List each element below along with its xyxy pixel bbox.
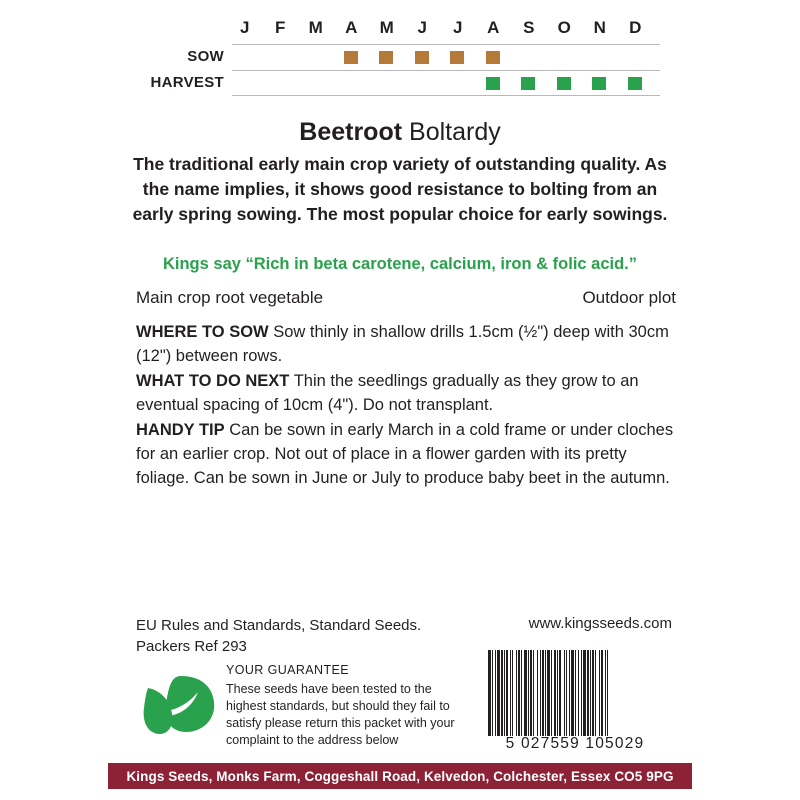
barcode-bar — [575, 650, 576, 736]
month-letter-f-1: F — [275, 18, 286, 37]
product-name: Beetroot — [299, 118, 403, 146]
month-letter-j-5: J — [417, 18, 428, 37]
barcode-bar — [533, 650, 534, 736]
month-letter-a-7: A — [487, 18, 500, 37]
eu-rules-line-1: EU Rules and Standards, Standard Seeds. — [136, 617, 422, 634]
instruction-handy-tip — [136, 418, 676, 490]
company-address-bar: Kings Seeds, Monks Farm, Coggeshall Road, Kelvedon, Colchester, Essex CO5 9PG — [108, 763, 692, 789]
barcode-bar — [559, 650, 561, 736]
sow-row-cells — [232, 44, 660, 70]
barcode-bar — [551, 650, 552, 736]
calendar-cell-sow-A3 — [344, 51, 358, 64]
barcode-bar — [528, 650, 529, 736]
calendar-cell-harvest-A7 — [486, 77, 500, 90]
calendar-cell-sow-A7 — [486, 51, 500, 64]
instruction-body: Can be sown in early March in a cold frame or under cloches for an earlier crop. Not out of place in a flower garden with its pretty foliage. Can be sown in June or July to produce baby beet in the autumn. — [136, 421, 674, 487]
barcode-bar — [501, 650, 503, 736]
barcode-bar — [488, 650, 491, 736]
barcode-bar — [492, 650, 493, 736]
barcode-bar — [497, 650, 500, 736]
calendar-cell-harvest-S8 — [521, 77, 535, 90]
leaf-icon — [140, 668, 218, 738]
calendar-cell-harvest-O9 — [557, 77, 571, 90]
harvest-row-label: HARVEST — [150, 74, 224, 91]
month-header-row — [232, 18, 660, 44]
product-variety: Boltardy — [409, 118, 501, 146]
instruction-where-to-sow — [136, 320, 676, 368]
barcode-bar — [547, 650, 550, 736]
calendar-row-harvest — [136, 70, 660, 96]
sow-row-label: SOW — [187, 48, 224, 65]
barcode-bar — [530, 650, 532, 736]
instruction-body: Thin the seedlings gradually as they grow to an eventual spacing of 10cm (4"). Do not transplant. — [136, 372, 639, 414]
month-letter-m-2: M — [308, 18, 324, 37]
barcode-bar — [495, 650, 496, 736]
barcode-bar — [607, 650, 608, 736]
barcode-bar — [595, 650, 596, 736]
month-letter-n-10: N — [593, 18, 607, 37]
barcode-bar — [566, 650, 567, 736]
crop-type-label: Main crop root vegetable — [136, 288, 324, 307]
barcode-bar — [518, 650, 520, 736]
harvest-row-cells — [232, 70, 660, 96]
calendar-cell-sow-J6 — [450, 51, 464, 64]
barcode-bar — [537, 650, 538, 736]
barcode-bar — [516, 650, 517, 736]
month-letter-j-0: J — [240, 18, 250, 37]
barcode-bar — [583, 650, 586, 736]
instruction-body: Sow thinly in shallow drills 1.5cm (½") deep with 30cm (12") between rows. — [136, 323, 669, 365]
barcode-bar — [601, 650, 603, 736]
sow-harvest-calendar — [136, 18, 660, 96]
calendar-cell-harvest-D11 — [628, 77, 642, 90]
month-letter-d-11: D — [629, 18, 642, 37]
crop-summary — [136, 288, 676, 308]
month-letter-o-9: O — [557, 18, 572, 37]
product-title — [0, 118, 800, 147]
kings-say-note: Kings say “Rich in beta carotene, calcium, iron & folic acid.” — [162, 255, 638, 273]
instruction-heading: HANDY TIP — [136, 421, 225, 439]
barcode-bar — [590, 650, 591, 736]
barcode-digits: 5 027559 105029 — [505, 735, 645, 752]
calendar-cell-sow-J5 — [415, 51, 429, 64]
barcode-bar — [506, 650, 508, 736]
calendar-cell-sow-M4 — [379, 51, 393, 64]
barcode-bar — [581, 650, 582, 736]
barcode-bar — [599, 650, 600, 736]
barcode-bar — [524, 650, 527, 736]
barcode-bar — [521, 650, 522, 736]
instruction-what-to-do-next — [136, 369, 676, 417]
calendar-cell-harvest-N10 — [592, 77, 606, 90]
instruction-heading: WHAT TO DO NEXT — [136, 372, 290, 390]
instruction-heading: WHERE TO SOW — [136, 323, 269, 341]
website-link[interactable]: www.kingsseeds.com — [528, 615, 672, 632]
barcode-bar — [542, 650, 544, 736]
barcode-bar — [504, 650, 505, 736]
month-letter-s-8: S — [523, 18, 535, 37]
growing-instructions — [136, 320, 676, 491]
barcode-bar — [569, 650, 570, 736]
barcode-bar — [545, 650, 546, 736]
barcode — [488, 650, 680, 736]
barcode-bar — [578, 650, 579, 736]
month-letter-j-6: J — [453, 18, 463, 37]
barcode-bar — [510, 650, 511, 736]
barcode-bar — [564, 650, 565, 736]
barcode-bars — [488, 650, 680, 736]
guarantee-title: YOUR GUARANTEE — [226, 663, 349, 677]
guarantee-text: These seeds have been tested to the highest standards, but should they fail to satisfy please return this packet with your complaint to the address below — [226, 682, 455, 747]
barcode-bar — [605, 650, 606, 736]
product-description: The traditional early main crop variety of outstanding quality. As the name implies, it shows good resistance to bolting from an early spring sowing. The most popular choice for early sowings. — [132, 154, 668, 224]
barcode-bar — [540, 650, 541, 736]
barcode-bar — [557, 650, 558, 736]
barcode-bar — [512, 650, 513, 736]
barcode-bar — [587, 650, 589, 736]
month-letter-m-4: M — [379, 18, 395, 37]
growing-location-label: Outdoor plot — [582, 288, 676, 307]
barcode-bar — [554, 650, 556, 736]
month-letter-a-3: A — [345, 18, 358, 37]
calendar-row-sow — [136, 44, 660, 70]
guarantee-block — [226, 662, 456, 749]
barcode-bar — [571, 650, 574, 736]
barcode-bar — [592, 650, 594, 736]
packers-ref-line: Packers Ref 293 — [136, 638, 247, 655]
eu-rules-text — [136, 615, 421, 657]
